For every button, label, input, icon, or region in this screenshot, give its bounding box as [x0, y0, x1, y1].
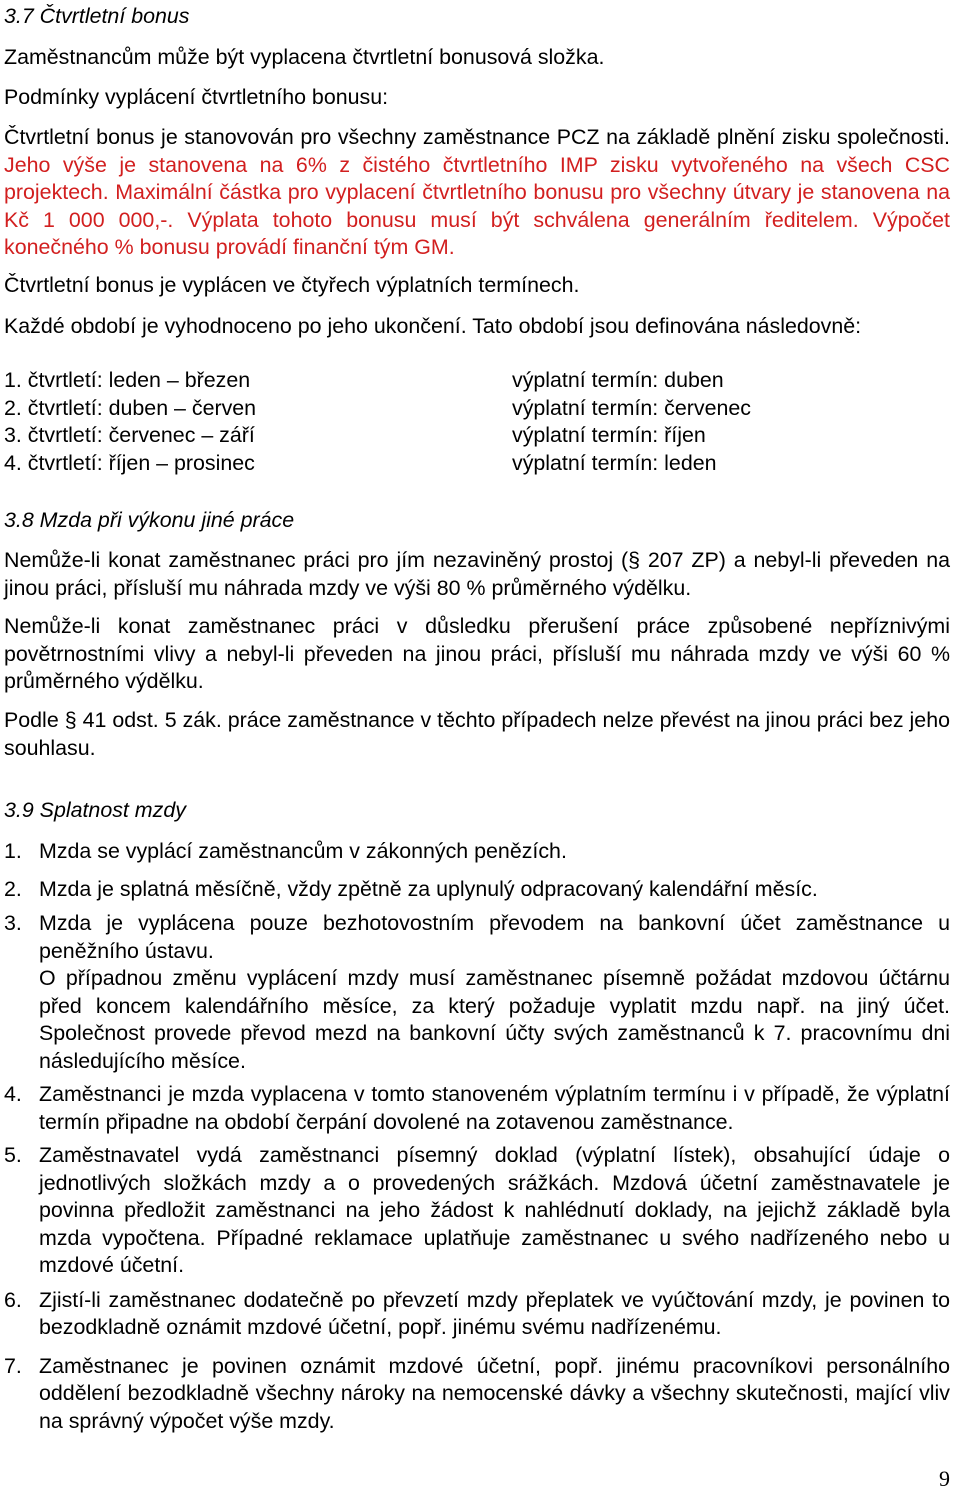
sec38-paragraph-2: Nemůže-li konat zaměstnanec práci v důsledku přerušení práce způsobené nepříznivými povětrnostními vlivy a nebyl-li převeden na jinou práci, přísluší mu náhrada mzdy ve výši 60 % průměrného výdělku. [4, 614, 950, 693]
page-number: 9 [939, 1466, 950, 1491]
list-item-body [39, 910, 950, 1075]
quarter-period: 3. čtvrtletí: červenec – září [4, 423, 255, 447]
list-item-text: Zaměstnavatel vydá zaměstnanci písemný doklad (výplatní lístek), obsahující údaje o jednotlivých složkách mzdy a o provedených srážkách. Mzdová účetní zaměstnavatele je povinna předložit zaměstnanci na jeho žádost k nahlédnutí doklady, na jejichž základě byla mzda vypočtena. Případné reklamace uplatňuje zaměstnanec u svého nadřízeného nebo u mzdové účetní. [39, 1143, 950, 1277]
list-item-text: Zaměstnanec je povinen oznámit mzdové účetní, popř. jinému pracovníkovi personálního oddělení bezodkladně všechny nároky na nemocenské dávky a všechny skutečnosti, mající vliv na správný výpočet výše mzdy. [39, 1353, 950, 1433]
sec37-paragraph-3-red: Jeho výše je stanovena na 6% z čistého čtvrtletního IMP zisku vytvořeného na všech CSC projektech. Maximální částka pro vyplacení čtvrtletního bonusu pro všechny útvary je stanovena na Kč 1 000 000,-. Výplata tohoto bonusu musí být schválena generálním ředitelem. Výpočet konečného % bonusu provádí finanční tým GM. [4, 152, 950, 259]
sec37-paragraph-4: Čtvrtletní bonus je vyplácen ve čtyřech výplatních termínech. [4, 273, 580, 297]
quarter-period: 2. čtvrtletí: duben – červen [4, 395, 257, 420]
sec37-paragraph-1: Zaměstnancům může být vyplacena čtvrtletní bonusová složka. [4, 45, 605, 69]
sec38-paragraph-3: Podle § 41 odst. 5 zák. práce zaměstnance v těchto případech nelze převést na jinou práci bez jeho souhlasu. [4, 708, 950, 760]
sec37-paragraph-3 [4, 124, 950, 262]
sec37-paragraph-5: Každé období je vyhodnoceno po jeho ukončení. Tato období jsou definována následovně: [4, 314, 862, 338]
list-item-number: 4. [4, 1082, 22, 1106]
list-item-number: 5. [4, 1143, 22, 1167]
quarter-table [4, 367, 950, 477]
list-item-text: Mzda je vyplácena pouze bezhotovostním převodem na bankovní účet zaměstnance u peněžního ústavu. [39, 911, 950, 963]
quarter-payment: výplatní termín: říjen [512, 423, 706, 447]
sec38-paragraph-1: Nemůže-li konat zaměstnanec práci pro jím nezaviněný prostoj (§ 207 ZP) a nebyl-li převeden na jinou práci, přísluší mu náhrada mzdy ve výši 80 % průměrného výdělku. [4, 548, 950, 600]
quarter-row [4, 450, 950, 478]
section-3-8-title: 3.8 Mzda při výkonu jiné práce [4, 508, 295, 532]
list-item-number: 7. [4, 1353, 22, 1378]
quarter-period: 1. čtvrtletí: leden – březen [4, 368, 251, 392]
list-item [4, 1142, 950, 1280]
list-item [4, 1353, 950, 1436]
list-item-number: 2. [4, 876, 22, 901]
list-item [4, 1081, 950, 1136]
quarter-row [4, 367, 950, 395]
list-item-text: Mzda se vyplácí zaměstnancům v zákonných penězích. [39, 839, 567, 863]
list-item-text: Zaměstnanci je mzda vyplacena v tomto stanoveném výplatním termínu i v případě, že výplatní termín připadne na období čerpání dovolené na zotavenou zaměstnance. [39, 1082, 950, 1134]
list-item-text-continued: O případnou změnu vyplácení mzdy musí zaměstnanec písemně požádat mzdovou účtárnu před koncem kalendářního měsíce, za který požaduje vyplatit mzdu např. na jiný účet. Společnost provede převod mezd na bankovní účty svých zaměstnanců k 7. pracovnímu dni následujícího měsíce. [39, 966, 950, 1073]
list-item-text: Zjistí-li zaměstnanec dodatečně po převzetí mzdy přeplatek ve vyúčtování mzdy, je povinen to bezodkladně oznámit mzdové účetní, popř. jinému svému nadřízenému. [39, 1287, 950, 1339]
list-item-number: 6. [4, 1287, 22, 1312]
quarter-period: 4. čtvrtletí: říjen – prosinec [4, 450, 255, 475]
quarter-payment: výplatní termín: duben [512, 368, 724, 392]
sec37-paragraph-2: Podmínky vyplácení čtvrtletního bonusu: [4, 85, 389, 109]
section-3-7-title: 3.7 Čtvrtletní bonus [4, 4, 190, 28]
sec37-paragraph-3-black: Čtvrtletní bonus je stanovován pro všechny zaměstnance PCZ na základě plnění zisku společnosti. [4, 125, 950, 149]
list-item-text: Mzda je splatná měsíčně, vždy zpětně za uplynulý odpracovaný kalendářní měsíc. [39, 876, 818, 901]
list-item [4, 910, 950, 1075]
quarter-row [4, 395, 950, 423]
list-item-number: 1. [4, 839, 22, 863]
list-item [4, 838, 950, 866]
list-item [4, 1287, 950, 1342]
list-item-number: 3. [4, 911, 22, 935]
list-item [4, 876, 950, 904]
payment-rules-list [4, 838, 950, 1435]
quarter-payment: výplatní termín: leden [512, 450, 717, 475]
section-3-9-title: 3.9 Splatnost mzdy [4, 798, 186, 822]
quarter-payment: výplatní termín: červenec [512, 395, 751, 420]
quarter-row [4, 422, 950, 450]
